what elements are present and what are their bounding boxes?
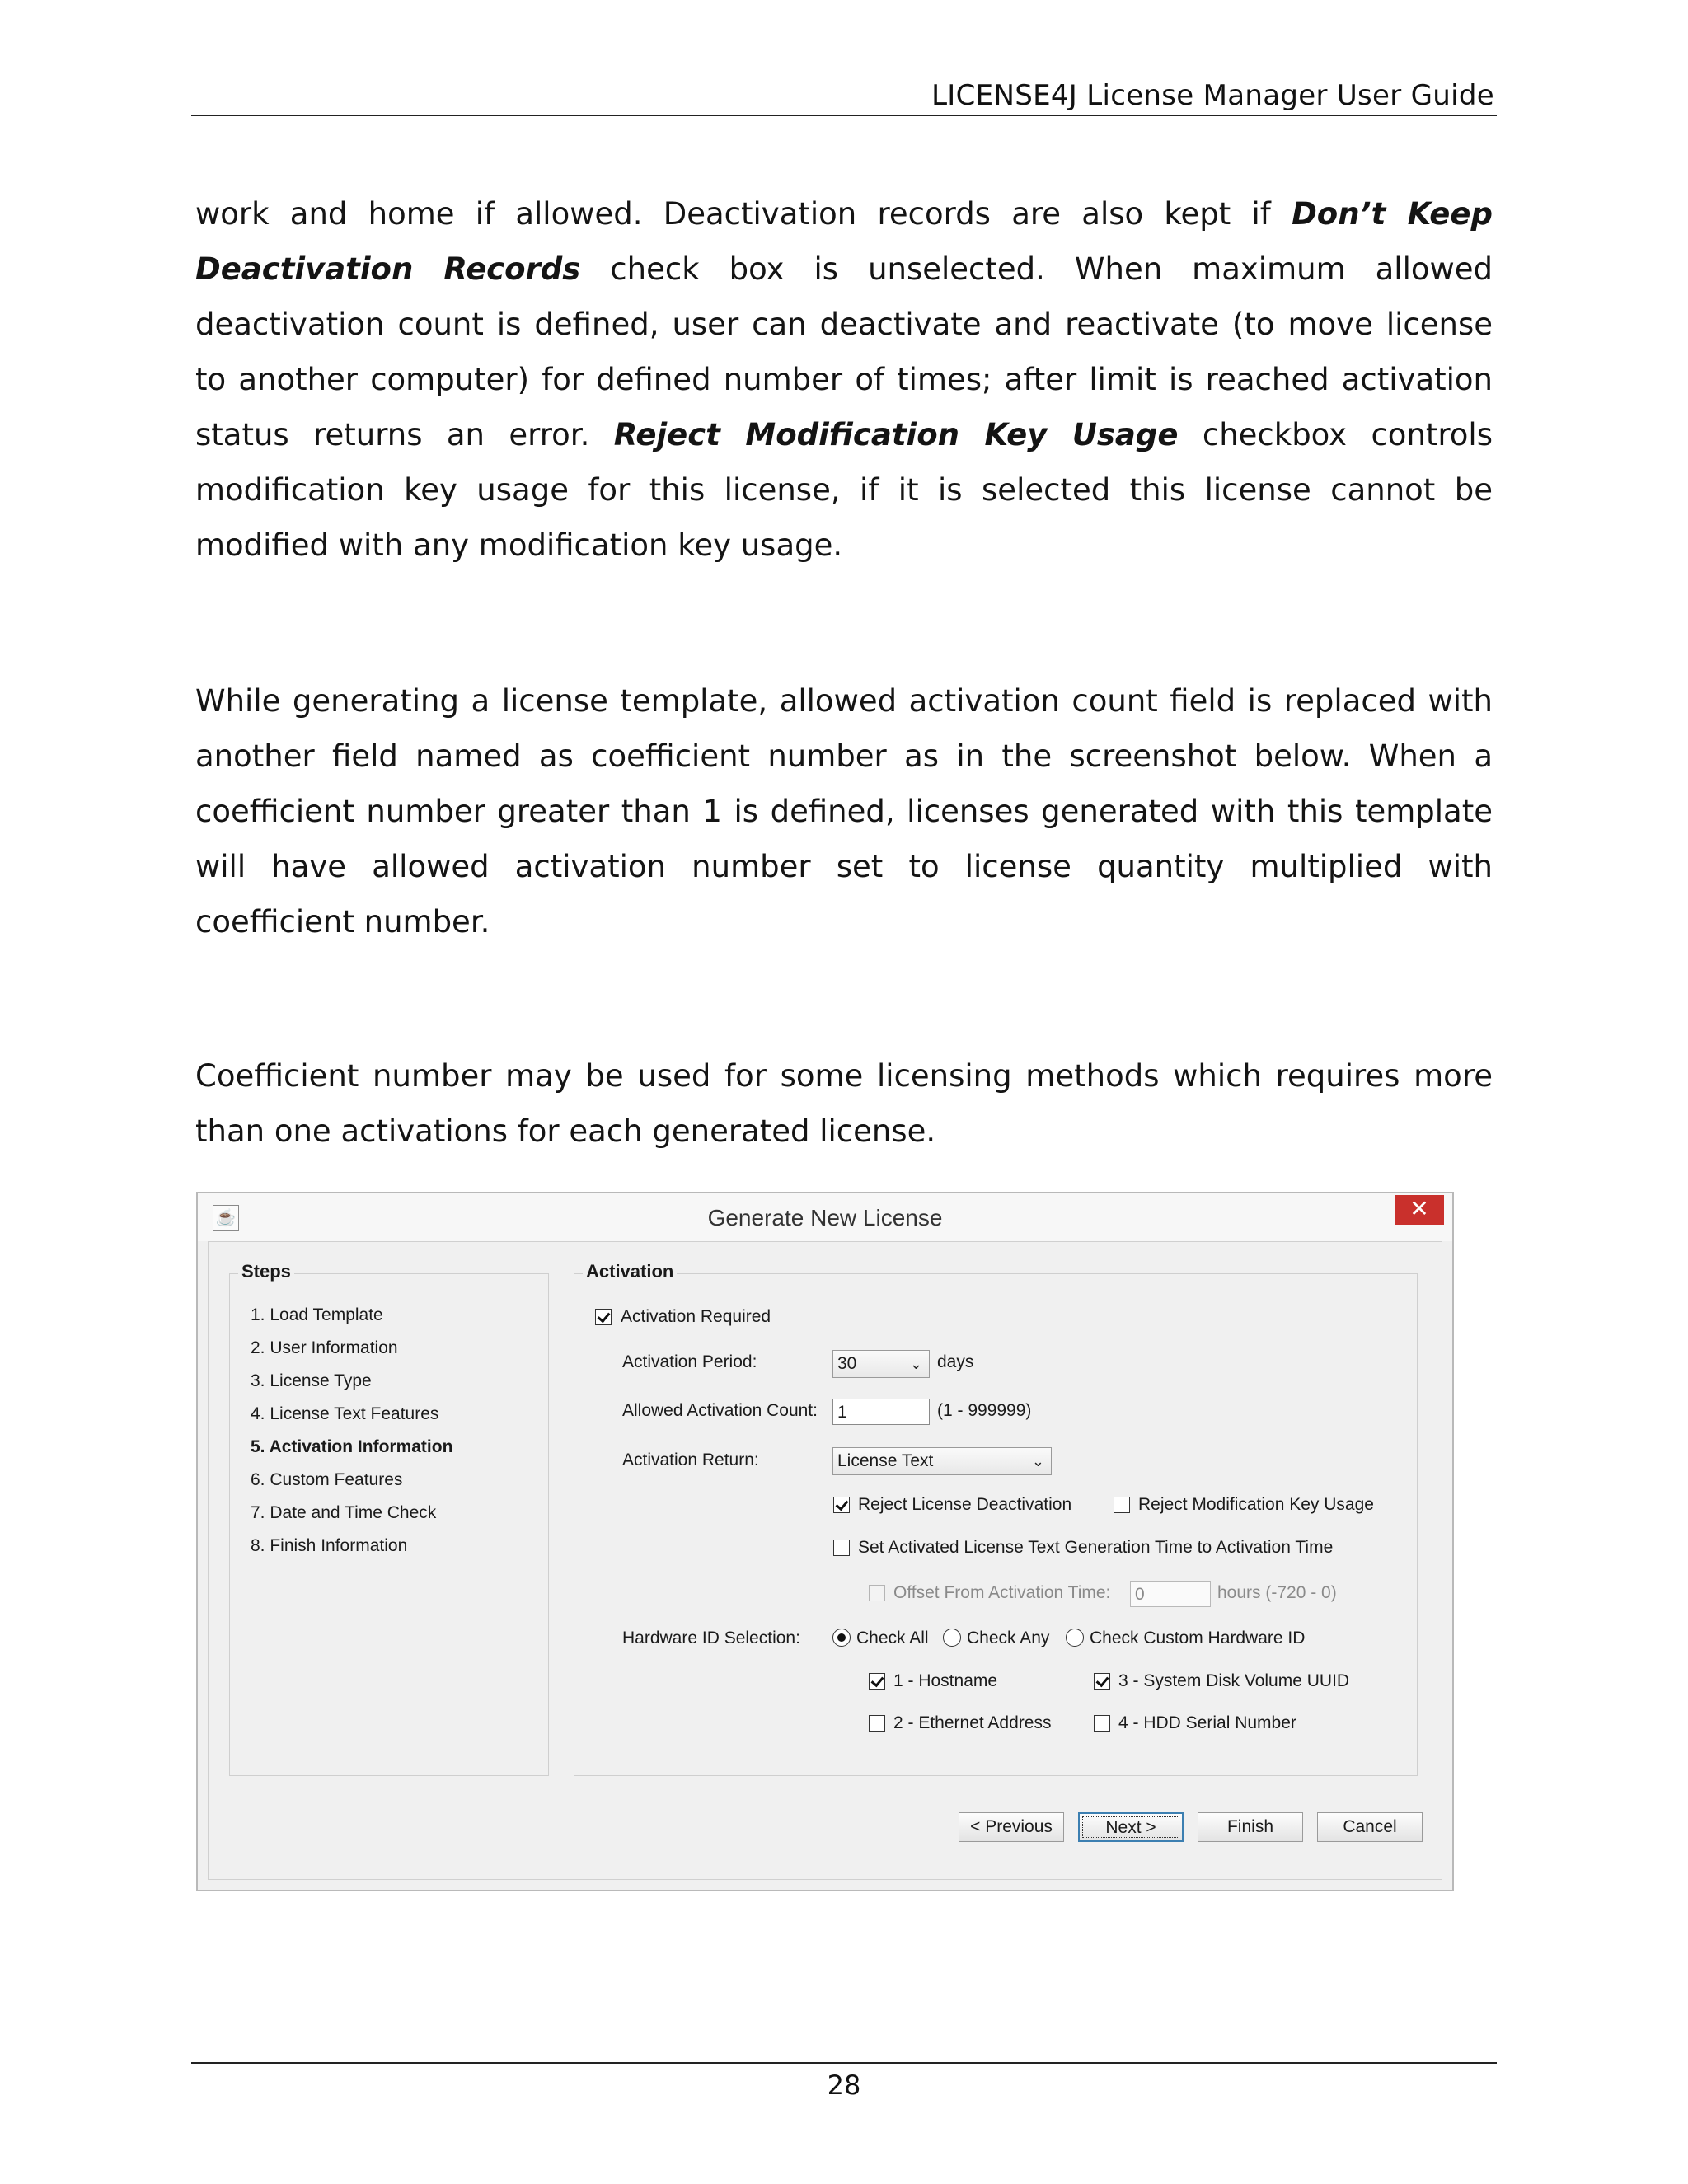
previous-button[interactable]: < Previous: [959, 1812, 1064, 1842]
reject-modification-checkbox[interactable]: [1114, 1497, 1130, 1513]
check-any-radio[interactable]: [943, 1629, 961, 1647]
paragraph-coefficient: While generating a license template, allowed activation count field is replaced with another field named as coefficient number as in the screenshot below. When a coefficient number greater than 1 is defined, licenses generated with this template will have allowed activation number set to license quantity multiplied with coefficient number.: [195, 683, 1493, 940]
offset-input[interactable]: 0: [1130, 1581, 1211, 1607]
activation-period-select[interactable]: [832, 1350, 930, 1378]
hdd-serial-label: 4 - HDD Serial Number: [1118, 1713, 1296, 1732]
generate-license-dialog: [196, 1192, 1454, 1891]
header-rule: [191, 115, 1497, 116]
ethernet-checkbox[interactable]: [869, 1715, 885, 1732]
paragraph-deactivation: [195, 186, 1493, 573]
activation-period-label: Activation Period:: [622, 1352, 757, 1371]
page-number: 28: [827, 2069, 861, 2101]
offset-checkbox[interactable]: [869, 1585, 885, 1601]
hdd-serial-checkbox[interactable]: [1094, 1715, 1110, 1732]
running-header: LICENSE4J License Manager User Guide: [931, 79, 1494, 112]
allowed-count-range: (1 - 999999): [937, 1401, 1032, 1420]
set-time-label: Set Activated License Text Generation Time to Activation Time: [858, 1538, 1334, 1557]
hostname-checkbox[interactable]: [869, 1673, 885, 1690]
footer-rule: [191, 2062, 1497, 2064]
disk-uuid-checkbox[interactable]: [1094, 1673, 1110, 1690]
steps-panel: [229, 1261, 549, 1776]
activation-return-value: License Text: [837, 1451, 934, 1470]
activation-return-select[interactable]: [832, 1447, 1052, 1475]
java-icon: ☕: [213, 1205, 239, 1231]
check-all-radio[interactable]: [832, 1629, 851, 1647]
chevron-down-icon: ⌄: [1031, 1453, 1044, 1469]
hwid-label: Hardware ID Selection:: [622, 1629, 800, 1647]
step-item: 6. Custom Features: [251, 1470, 403, 1489]
allowed-count-label: Allowed Activation Count:: [622, 1401, 818, 1420]
step-item: 8. Finish Information: [251, 1536, 408, 1555]
disk-uuid-label: 3 - System Disk Volume UUID: [1118, 1671, 1350, 1690]
ethernet-label: 2 - Ethernet Address: [893, 1713, 1052, 1732]
steps-title: Steps: [238, 1261, 294, 1282]
cancel-button[interactable]: Cancel: [1317, 1812, 1423, 1842]
step-item: 3. License Type: [251, 1371, 372, 1390]
set-time-checkbox[interactable]: [833, 1540, 850, 1556]
reject-deactivation-label: Reject License Deactivation: [858, 1495, 1072, 1514]
step-item: 2. User Information: [251, 1338, 398, 1357]
chevron-down-icon: ⌄: [909, 1356, 922, 1372]
close-button[interactable]: ✕: [1395, 1195, 1444, 1225]
bold-term-reject-modification: Reject Modification Key Usage: [613, 417, 1179, 452]
check-any-label: Check Any: [967, 1629, 1050, 1647]
dialog-titlebar: [198, 1193, 1452, 1241]
offset-label: Offset From Activation Time:: [893, 1583, 1111, 1602]
next-button[interactable]: Next >: [1078, 1812, 1184, 1842]
paragraph-text: check box is unselected. When maximum allowed deactivation count is defined, user can deactivate and reactivate (to move license to another computer) for defined number of times; after limit is reached activation status returns an error.: [195, 251, 1493, 452]
activation-return-label: Activation Return:: [622, 1451, 759, 1469]
bold-term-dont-keep: Don’t Keep Deactivation Records: [195, 196, 1493, 287]
allowed-count-input[interactable]: 1: [832, 1399, 930, 1425]
dialog-client: [208, 1241, 1442, 1880]
step-item: 7. Date and Time Check: [251, 1503, 437, 1522]
step-item: 4. License Text Features: [251, 1404, 439, 1423]
reject-modification-label: Reject Modification Key Usage: [1138, 1495, 1374, 1514]
hostname-label: 1 - Hostname: [893, 1671, 998, 1690]
activation-panel: [574, 1261, 1418, 1776]
check-custom-label: Check Custom Hardware ID: [1090, 1629, 1306, 1647]
step-item: 1. Load Template: [251, 1305, 383, 1324]
finish-button[interactable]: Finish: [1198, 1812, 1303, 1842]
dialog-title: Generate New License: [707, 1205, 943, 1230]
activation-required-label: Activation Required: [621, 1307, 771, 1326]
activation-required-checkbox[interactable]: [595, 1309, 612, 1325]
step-item-current: 5. Activation Information: [251, 1437, 453, 1456]
activation-period-value: 30: [837, 1354, 857, 1373]
paragraph-text: checkbox controls modification key usage for this license, if it is selected this license cannot be modified with any modification key usage.: [195, 417, 1493, 563]
activation-title: Activation: [583, 1261, 677, 1282]
check-custom-radio[interactable]: [1066, 1629, 1084, 1647]
paragraph-coefficient-usage: Coefficient number may be used for some licensing methods which requires more than one activations for each generated license.: [195, 1058, 1493, 1149]
offset-range: hours (-720 - 0): [1217, 1583, 1337, 1602]
days-label: days: [937, 1352, 974, 1371]
paragraph-text: work and home if allowed. Deactivation records are also kept if: [195, 196, 1292, 232]
reject-deactivation-checkbox[interactable]: [833, 1497, 850, 1513]
check-all-label: Check All: [856, 1629, 929, 1647]
